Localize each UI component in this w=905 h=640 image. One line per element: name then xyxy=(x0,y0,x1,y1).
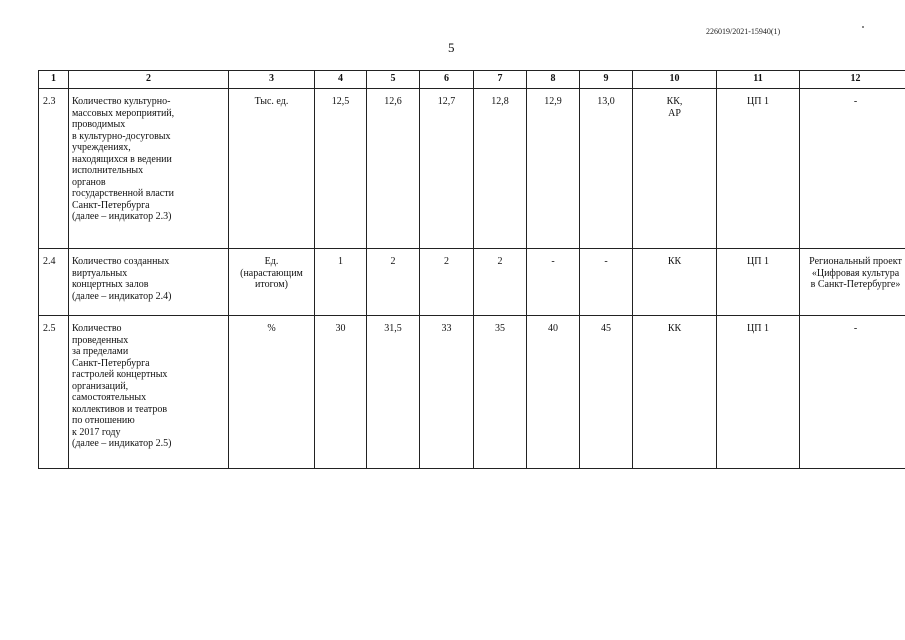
value-cell: 35 xyxy=(474,316,527,469)
col-header-1: 1 xyxy=(39,71,69,89)
indicator-name: Количество культурно- массовых мероприятий, проводимых в культурно-досуговых учреждениях, находящихся в ведении исполнительных органов государственной власти Санкт-Петербурга (далее – индикатор 2.3) xyxy=(69,89,229,249)
col-header-12: 12 xyxy=(800,71,905,89)
value-cell: 13,0 xyxy=(580,89,633,249)
value-cell: 2 xyxy=(420,249,474,316)
value-cell: 2 xyxy=(367,249,420,316)
goal-cell: ЦП 1 xyxy=(717,89,800,249)
col-header-2: 2 xyxy=(69,71,229,89)
responsible-cell: КК xyxy=(633,249,717,316)
col-header-7: 7 xyxy=(474,71,527,89)
value-cell: 33 xyxy=(420,316,474,469)
scan-artifact xyxy=(862,26,864,28)
value-cell: 40 xyxy=(527,316,580,469)
value-cell: - xyxy=(580,249,633,316)
value-cell: 1 xyxy=(315,249,367,316)
value-cell: 30 xyxy=(315,316,367,469)
value-cell: 12,5 xyxy=(315,89,367,249)
value-cell: - xyxy=(527,249,580,316)
unit-cell: Тыс. ед. xyxy=(229,89,315,249)
col-header-10: 10 xyxy=(633,71,717,89)
page-number: 5 xyxy=(448,40,455,55)
unit-cell: % xyxy=(229,316,315,469)
col-header-9: 9 xyxy=(580,71,633,89)
goal-cell: ЦП 1 xyxy=(717,316,800,469)
value-cell: 45 xyxy=(580,316,633,469)
row-number: 2.4 xyxy=(39,249,69,316)
goal-cell: ЦП 1 xyxy=(717,249,800,316)
value-cell: 12,8 xyxy=(474,89,527,249)
unit-cell: Ед. (нарастающим итогом) xyxy=(229,249,315,316)
header-row xyxy=(39,71,905,89)
col-header-11: 11 xyxy=(717,71,800,89)
indicator-name: Количество созданных виртуальных концертных залов (далее – индикатор 2.4) xyxy=(69,249,229,316)
project-cell: - xyxy=(800,89,905,249)
value-cell: 31,5 xyxy=(367,316,420,469)
responsible-cell: КК xyxy=(633,316,717,469)
col-header-3: 3 xyxy=(229,71,315,89)
project-cell: - xyxy=(800,316,905,469)
col-header-8: 8 xyxy=(527,71,580,89)
col-header-4: 4 xyxy=(315,71,367,89)
value-cell: 2 xyxy=(474,249,527,316)
document-id: 226019/2021-15940(1) xyxy=(706,27,781,36)
responsible-cell: КК, АР xyxy=(633,89,717,249)
indicator-name: Количество проведенных за пределами Санкт-Петербурга гастролей концертных организаций, самостоятельных коллективов и театров по отношению к 2017 году (далее – индикатор 2.5) xyxy=(69,316,229,469)
project-cell: Региональный проект «Цифровая культура в Санкт-Петербурге» xyxy=(800,249,905,316)
indicators-table xyxy=(38,70,905,469)
table-row xyxy=(39,316,905,469)
col-header-5: 5 xyxy=(367,71,420,89)
row-number: 2.3 xyxy=(39,89,69,249)
col-header-6: 6 xyxy=(420,71,474,89)
value-cell: 12,7 xyxy=(420,89,474,249)
value-cell: 12,9 xyxy=(527,89,580,249)
row-number: 2.5 xyxy=(39,316,69,469)
table-row xyxy=(39,89,905,249)
value-cell: 12,6 xyxy=(367,89,420,249)
table-row xyxy=(39,249,905,316)
